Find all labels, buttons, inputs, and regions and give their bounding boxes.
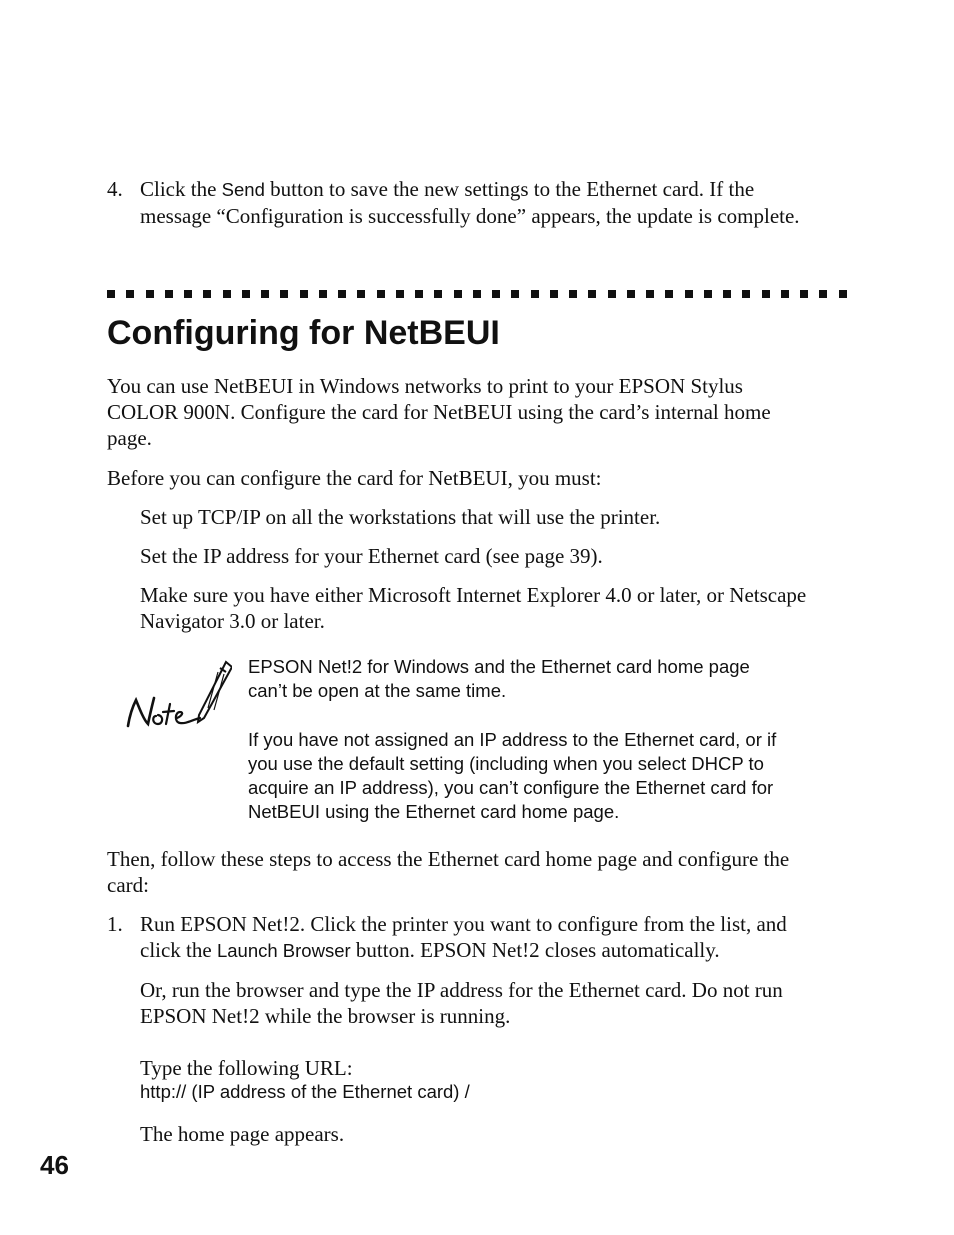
- intro-line: You can use NetBEUI in Windows networks to print to your EPSON Stylus: [107, 374, 743, 398]
- prereq-item: Set the IP address for your Ethernet card (see page 39).: [140, 544, 603, 568]
- step-line-end: button. EPSON Net!2 closes automatically.: [350, 938, 720, 962]
- step-text: [140, 176, 860, 229]
- step-number: 4.: [107, 177, 123, 201]
- step-number: 1.: [107, 912, 123, 936]
- then-line: card:: [107, 873, 149, 897]
- pencil-icon: [198, 662, 232, 722]
- step-text-line2: message “Configuration is successfully done” appears, the update is complete.: [140, 204, 800, 228]
- step-line: [140, 937, 787, 964]
- note-line: EPSON Net!2 for Windows and the Ethernet card home page: [248, 656, 750, 677]
- note-line: NetBEUI using the Ethernet card home page.: [248, 801, 620, 822]
- page-number: 46: [40, 1150, 69, 1180]
- section-title: Configuring for NetBEUI: [107, 314, 500, 352]
- intro-paragraph: [107, 373, 847, 451]
- send-button-term: Send: [221, 179, 265, 200]
- or-line: Or, run the browser and type the IP address for the Ethernet card. Do not run: [140, 978, 783, 1002]
- then-paragraph: [107, 846, 789, 898]
- step-text-end: button to save the new settings to the Ethernet card. If the: [264, 177, 755, 201]
- result-text: The home page appears.: [140, 1122, 345, 1146]
- note-line: you use the default setting (including when you select DHCP to: [248, 753, 764, 774]
- prereq-line: Make sure you have either Microsoft Internet Explorer 4.0 or later, or Netscape: [140, 583, 807, 607]
- step-text-start: Click the: [140, 177, 222, 201]
- prereq-line: Navigator 3.0 or later.: [140, 609, 325, 633]
- url-text: http:// (IP address of the Ethernet card) /: [140, 1081, 470, 1102]
- note-paragraph: [248, 655, 848, 703]
- prereq-lead: Before you can configure the card for NetBEUI, you must:: [107, 466, 602, 490]
- launch-browser-button-term: Launch Browser: [216, 940, 351, 961]
- step-1-text: [140, 911, 787, 964]
- note-line: If you have not assigned an IP address to the Ethernet card, or if: [248, 729, 777, 750]
- step-line-start: click the: [140, 938, 217, 962]
- intro-line: COLOR 900N. Configure the card for NetBEUI using the card’s internal home: [107, 400, 771, 424]
- or-paragraph: [140, 977, 783, 1029]
- note-body: [248, 655, 848, 824]
- section-divider: [107, 290, 847, 298]
- note-paragraph: [248, 728, 848, 824]
- prereq-item: [140, 582, 806, 634]
- step-line: Run EPSON Net!2. Click the printer you want to configure from the list, and: [140, 912, 787, 936]
- note-line: can’t be open at the same time.: [248, 680, 507, 701]
- then-line: Then, follow these steps to access the Ethernet card home page and configure the: [107, 847, 790, 871]
- note-line: acquire an IP address), you can’t configure the Ethernet card for: [248, 777, 774, 798]
- prereq-item: Set up TCP/IP on all the workstations that will use the printer.: [140, 505, 661, 529]
- or-line: EPSON Net!2 while the browser is running.: [140, 1004, 511, 1028]
- url-lead: Type the following URL:: [140, 1056, 353, 1080]
- intro-line: page.: [107, 426, 152, 450]
- note-pencil-icon: [120, 658, 232, 734]
